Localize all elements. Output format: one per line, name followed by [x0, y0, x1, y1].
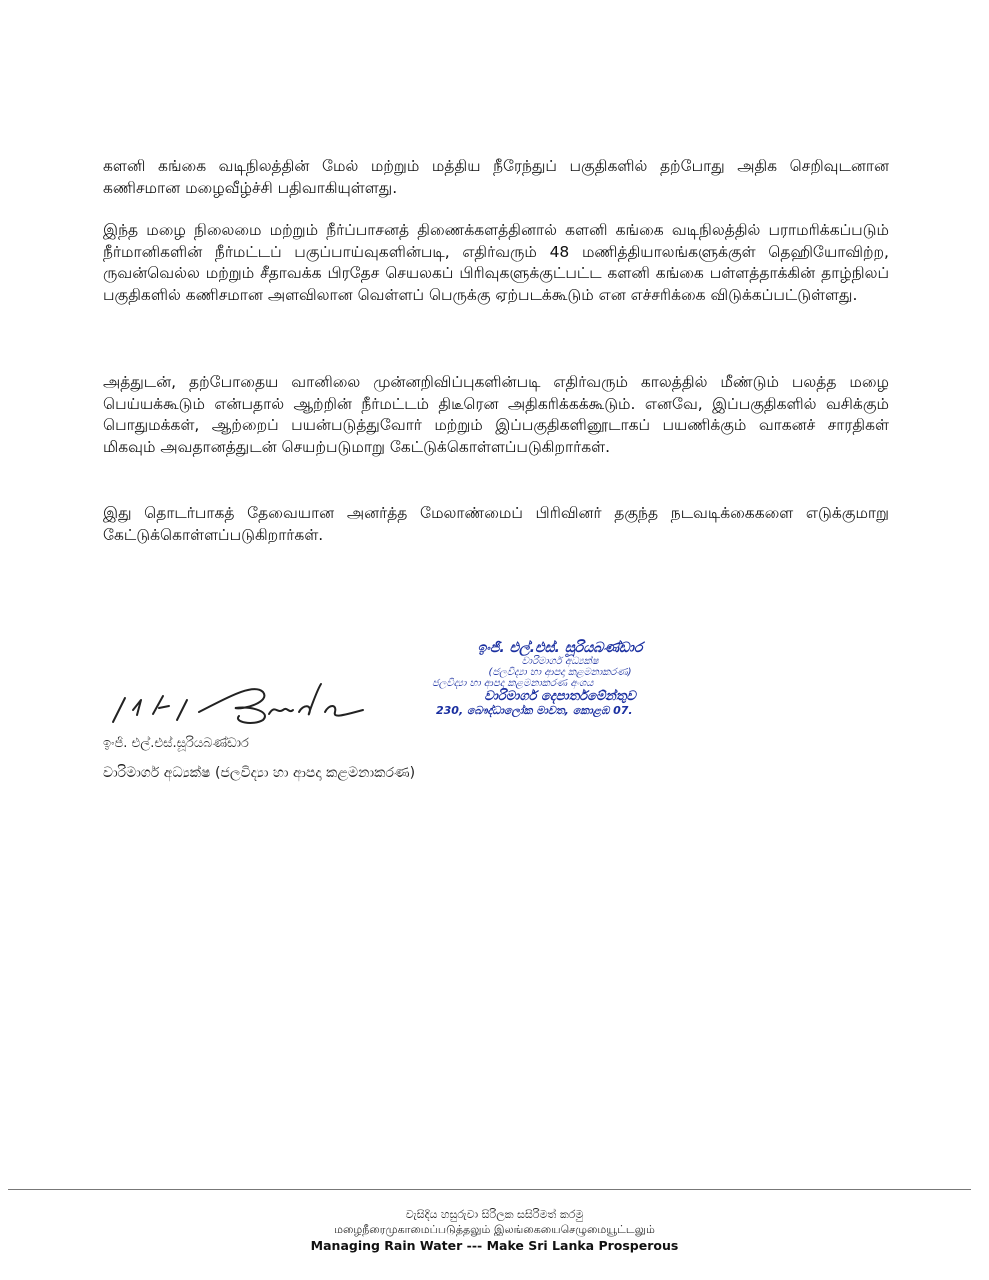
footer-sinhala-slogan: වැසිදිය හසුරුවා සිරිලක සසිරිමත් කරමු	[405, 1208, 584, 1221]
handwritten-signature	[103, 670, 393, 730]
stamp-department: වාරිමාර්ග දෙපාර්තමේන්තුව	[484, 689, 636, 704]
paragraph-rainfall: களனி கங்கை வடிநிலத்தின் மேல் மற்றும் மத்திய நீரேந்துப் பகுதிகளில் தற்போது அதிக செறிவுடனான கணிசமான மழைவீழ்ச்சி பதிவாகியுள்ளது.	[103, 157, 889, 197]
signatory-title: වාරිමාර්ග අධ්‍යක්ෂ (ජලවිද්‍යා හා ආපදා කළමනාකරණ)	[103, 765, 416, 781]
official-stamp	[430, 640, 690, 740]
stamp-address: 230, බෞද්ධාලෝක මාවත, කොළඹ 07.	[436, 704, 633, 717]
stamp-designation: වාරිමාර්ග අධ්‍යක්ෂ	[521, 656, 599, 667]
footer-english-slogan: Managing Rain Water --- Make Sri Lanka Prosperous	[310, 1238, 679, 1253]
stamp-division: (ජලවිද්‍යා හා ආපදා කළමනාකරණ)	[488, 667, 632, 678]
paragraph-flood-warning: இந்த மழை நிலைமை மற்றும் நீர்ப்பாசனத் திணைக்களத்தினால் களனி கங்கை வடிநிலத்தில் பராமரிக்கப்படும் நீர்மானிகளின் நீர்மட்டப் பகுப்பாய்வுகளின்படி, எதிர்வரும் 48 மணித்தியாலங்களுக்குள் தெஹியோவிற்ற, ருவன்வெல்ல மற்றும் சீதாவக்க பிரதேச செயலகப் பிரிவுகளுக்குட்பட்ட களனி கங்கை பள்ளத்தாக்கின் தாழ்நிலப் பகுதிகளில் கணிசமான அளவிலான வெள்ளப் பெருக்கு ஏற்படக்கூடும் என எச்சரிக்கை விடுக்கப்பட்டுள்ளது.	[103, 221, 889, 304]
stamp-name: ඉංජි. එල්.එස්. සූරියබණ්ඩාර	[477, 640, 643, 656]
stamp-unit: ජලවිද්‍යා හා ආපදා කළමනාකරණ අංශය	[432, 678, 594, 689]
footer-tamil-slogan: மழைநீரைமுகாமைப்படுத்தலும் இலங்கையைசெழுமையூட்டலும்	[334, 1223, 655, 1236]
paragraph-caution: அத்துடன், தற்போதைய வானிலை முன்னறிவிப்புகளின்படி எதிர்வரும் காலத்தில் மீண்டும் பலத்த மழை பெய்யக்கூடும் என்பதால் ஆற்றின் நீர்மட்டம் திடீரென அதிகரிக்கக்கூடும். எனவே, இப்பகுதிகளில் வசிக்கும் பொதுமக்கள், ஆற்றைப் பயன்படுத்துவோர் மற்றும் இப்பகுதிகளினூடாகப் பயணிக்கும் வாகனச் சாரதிகள் மிகவும் அவதானத்துடன் செயற்படுமாறு கேட்டுக்கொள்ளப்படுகிறார்கள்.	[103, 373, 889, 456]
signatory-name: ඉංජි. එල්.එස්.සූරියබණ්ඩාර	[103, 736, 249, 751]
paragraph-disaster-management: இது தொடர்பாகத் தேவையான அனர்த்த மேலாண்மைப் பிரிவினர் தகுந்த நடவடிக்கைகளை எடுக்குமாறு கேட்டுக்கொள்ளப்படுகிறார்கள்.	[103, 504, 889, 544]
footer-divider	[8, 1189, 971, 1190]
